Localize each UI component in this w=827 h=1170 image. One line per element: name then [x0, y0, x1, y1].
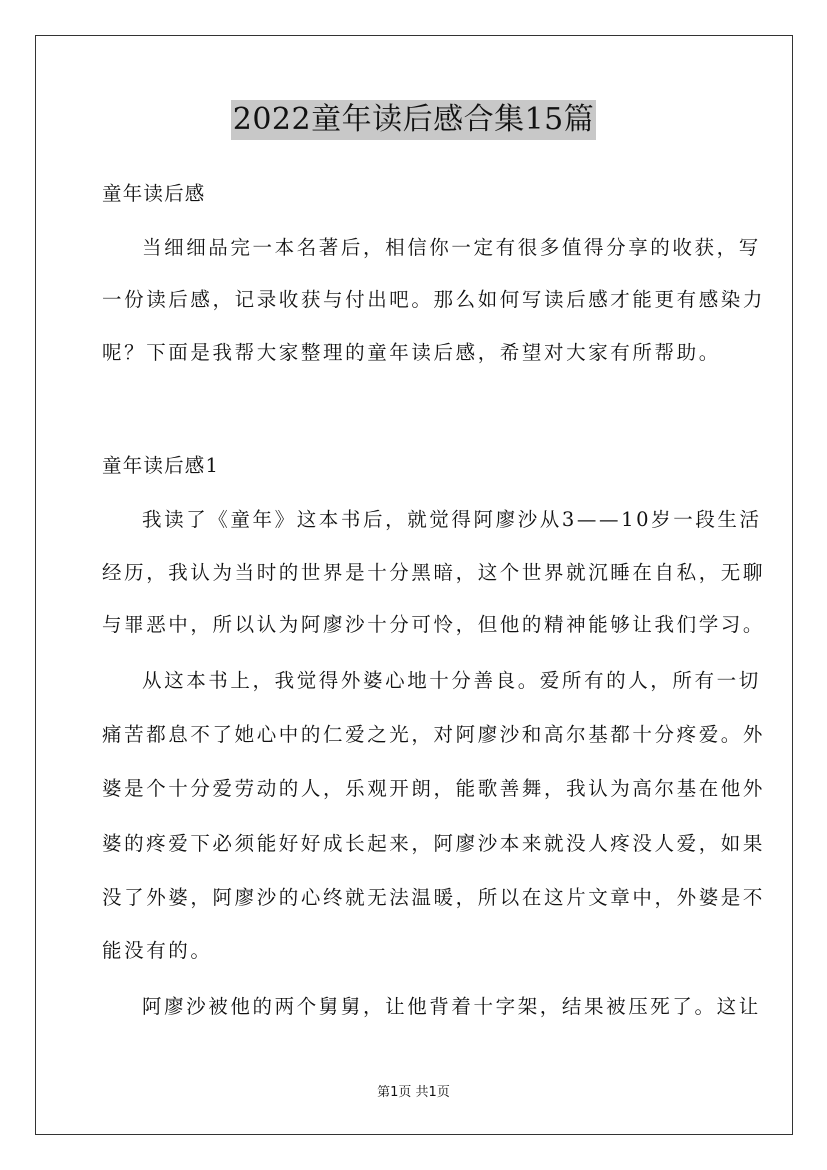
paragraph-line: 婆是个十分爱劳动的人，乐观开朗，能歌善舞，我认为高尔基在他外 [102, 777, 766, 800]
paragraph-line: 一份读后感，记录收获与付出吧。那么如何写读后感才能更有感染力 [102, 288, 766, 311]
page-footer: 第1页 共1页 [377, 1085, 450, 1100]
paragraph-line: 痛苦都息不了她心中的仁爱之光，对阿廖沙和高尔基都十分疼爱。外 [102, 723, 766, 746]
paragraph-line: 没了外婆，阿廖沙的心终就无法温暖，所以在这片文章中，外婆是不 [102, 886, 766, 909]
section-heading: 童年读后感1 [102, 454, 220, 477]
paragraph-line: 当细细品完一本名著后，相信你一定有很多值得分享的收获，写 [142, 236, 761, 259]
paragraph-line: 与罪恶中，所以认为阿廖沙十分可怜，但他的精神能够让我们学习。 [102, 613, 766, 636]
title-container [0, 100, 827, 140]
paragraph-line: 从这本书上，我觉得外婆心地十分善良。爱所有的人，所有一切 [142, 669, 761, 692]
paragraph-line: 能没有的。 [102, 939, 213, 962]
paragraph-line: 经历，我认为当时的世界是十分黑暗，这个世界就沉睡在自私，无聊 [102, 561, 766, 584]
section-heading: 童年读后感 [102, 182, 206, 205]
paragraph-line: 婆的疼爱下必须能好好成长起来，阿廖沙本来就没人疼没人爱，如果 [102, 832, 766, 855]
document-title: 2022童年读后感合集15篇 [231, 100, 597, 140]
paragraph-line: 阿廖沙被他的两个舅舅，让他背着十字架，结果被压死了。这让 [142, 995, 761, 1018]
paragraph-line: 我读了《童年》这本书后，就觉得阿廖沙从3——10岁一段生活 [142, 508, 762, 531]
paragraph-line: 呢？下面是我帮大家整理的童年读后感，希望对大家有所帮助。 [102, 341, 721, 364]
